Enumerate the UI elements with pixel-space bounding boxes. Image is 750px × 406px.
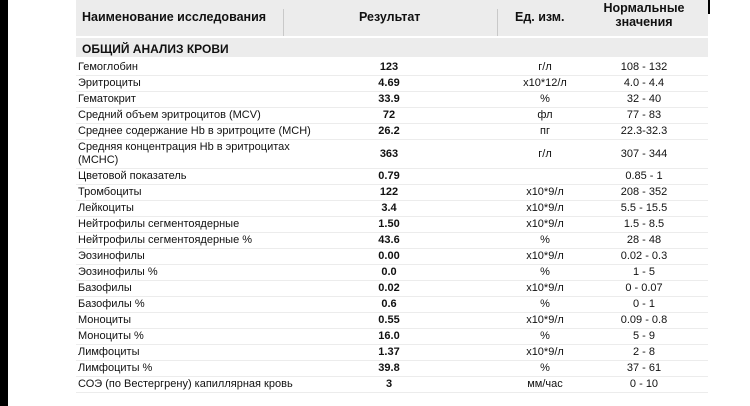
- cell-unit: х10*9/л: [526, 202, 564, 214]
- cell-result-value: 4.69: [378, 77, 400, 89]
- cell-result-value: 43.6: [378, 234, 400, 246]
- cell-norm-range: 0 - 0.07: [625, 282, 663, 294]
- cell-result-value: 39.8: [378, 362, 400, 374]
- cell-test-name: Нейтрофилы сегментоядерные %: [78, 234, 253, 246]
- cell-result-value: 1.50: [378, 218, 400, 230]
- table-row: [76, 249, 708, 265]
- table-row: [76, 233, 708, 249]
- cell-test-name: Средняя концентрация Hb в эритроцитах (MCHC): [78, 141, 290, 166]
- table-row: [76, 361, 708, 377]
- cell-unit: %: [540, 298, 550, 310]
- lab-results-table: [76, 0, 708, 393]
- table-row: [76, 201, 708, 217]
- cell-unit: фл: [537, 109, 553, 121]
- cell-unit: %: [540, 362, 550, 374]
- table-row: [76, 76, 708, 92]
- cell-result-value: 3.4: [381, 202, 397, 214]
- cell-unit: %: [540, 93, 550, 105]
- section-header: [76, 38, 708, 57]
- cell-norm-range: 0.85 - 1: [625, 170, 663, 182]
- cell-test-name: Гематокрит: [78, 93, 136, 105]
- cell-test-name: Эозинофилы: [78, 250, 145, 262]
- cell-result-value: 0.02: [378, 282, 400, 294]
- cell-unit: г/л: [538, 148, 552, 160]
- cell-norm-range: 28 - 48: [626, 234, 662, 246]
- cell-unit: х10*9/л: [526, 282, 564, 294]
- cell-test-name: Лейкоциты: [78, 202, 134, 214]
- cell-unit: мм/час: [527, 378, 563, 390]
- cell-unit: х10*9/л: [526, 186, 564, 198]
- cell-result-value: 363: [379, 148, 399, 160]
- cell-norm-range: 307 - 344: [620, 148, 668, 160]
- cell-norm-range: 0 - 1: [632, 298, 655, 310]
- cell-unit: %: [540, 234, 550, 246]
- table-body: [76, 60, 708, 393]
- cell-test-name: Базофилы: [78, 282, 132, 294]
- cell-test-name: Тромбоциты: [78, 186, 142, 198]
- cell-norm-range: 208 - 352: [620, 186, 668, 198]
- cell-test-name: Средний объем эритроцитов (MCV): [78, 109, 261, 121]
- cell-norm-range: 0 - 10: [629, 378, 659, 390]
- section-title: ОБЩИЙ АНАЛИЗ КРОВИ: [82, 42, 229, 56]
- cell-test-name: Моноциты %: [78, 330, 144, 342]
- table-row: [76, 281, 708, 297]
- header-unit: Ед. изм.: [515, 10, 565, 24]
- table-row: [76, 297, 708, 313]
- table-row: [76, 313, 708, 329]
- table-row: [76, 185, 708, 201]
- cell-result-value: 0.0: [381, 266, 397, 278]
- cell-result-value: 72: [382, 109, 396, 121]
- cell-result-value: 0.6: [381, 298, 397, 310]
- cell-unit: х10*9/л: [526, 218, 564, 230]
- cell-result-value: 0.00: [378, 250, 400, 262]
- header-result: Результат: [359, 10, 421, 24]
- cell-unit: %: [540, 266, 550, 278]
- cell-norm-range: 5.5 - 15.5: [620, 202, 668, 214]
- table-row: [76, 60, 708, 76]
- right-edge-mark: [708, 0, 710, 14]
- table-header: [76, 0, 708, 36]
- cell-test-name: Моноциты: [78, 314, 131, 326]
- cell-test-name: Лимфоциты: [78, 346, 140, 358]
- table-row: [76, 265, 708, 281]
- cell-unit: х10*12/л: [523, 77, 567, 89]
- cell-result-value: 3: [385, 378, 393, 390]
- cell-unit: х10*9/л: [526, 314, 564, 326]
- cell-unit: пг: [540, 125, 550, 137]
- table-row: [76, 140, 708, 169]
- cell-result-value: 33.9: [378, 93, 400, 105]
- cell-unit: г/л: [538, 61, 552, 73]
- cell-result-value: 0.55: [378, 314, 400, 326]
- cell-norm-range: 77 - 83: [626, 109, 662, 121]
- cell-unit: х10*9/л: [526, 346, 564, 358]
- cell-norm-range: 5 - 9: [632, 330, 655, 342]
- cell-test-name: Гемоглобин: [78, 61, 138, 73]
- cell-norm-range: 2 - 8: [632, 346, 655, 358]
- cell-norm-range: 0.09 - 0.8: [620, 314, 668, 326]
- cell-test-name: Нейтрофилы сегментоядерные: [78, 218, 240, 230]
- cell-unit: %: [540, 330, 550, 342]
- left-edge-border: [0, 0, 8, 406]
- cell-norm-range: 32 - 40: [626, 93, 662, 105]
- table-row: [76, 217, 708, 233]
- cell-result-value: 0.79: [378, 170, 400, 182]
- header-norm: Нормальные значения: [603, 1, 685, 29]
- cell-result-value: 16.0: [378, 330, 400, 342]
- header-test-name: Наименование исследования: [82, 10, 267, 24]
- cell-norm-range: 108 - 132: [620, 61, 668, 73]
- cell-norm-range: 22.3-32.3: [620, 125, 668, 137]
- cell-result-value: 26.2: [378, 125, 400, 137]
- cell-norm-range: 1 - 5: [632, 266, 655, 278]
- cell-norm-range: 0.02 - 0.3: [620, 250, 668, 262]
- cell-test-name: СОЭ (по Вестергрену) капиллярная кровь: [78, 378, 293, 390]
- cell-test-name: Цветовой показатель: [78, 170, 187, 182]
- table-row: [76, 92, 708, 108]
- table-row: [76, 377, 708, 393]
- cell-norm-range: 37 - 61: [626, 362, 662, 374]
- table-row: [76, 345, 708, 361]
- cell-test-name: Среднее содержание Hb в эритроците (MCH): [78, 125, 311, 137]
- cell-test-name: Эозинофилы %: [78, 266, 158, 278]
- cell-norm-range: 4.0 - 4.4: [623, 77, 665, 89]
- table-row: [76, 329, 708, 345]
- header-divider: [497, 9, 498, 36]
- table-row: [76, 108, 708, 124]
- cell-test-name: Базофилы %: [78, 298, 145, 310]
- table-row: [76, 124, 708, 140]
- cell-result-value: 123: [379, 61, 399, 73]
- cell-unit: х10*9/л: [526, 250, 564, 262]
- cell-test-name: Лимфоциты %: [78, 362, 153, 374]
- cell-norm-range: 1.5 - 8.5: [623, 218, 665, 230]
- cell-result-value: 122: [379, 186, 399, 198]
- table-row: [76, 169, 708, 185]
- cell-result-value: 1.37: [378, 346, 400, 358]
- cell-test-name: Эритроциты: [78, 77, 141, 89]
- header-divider: [283, 9, 284, 36]
